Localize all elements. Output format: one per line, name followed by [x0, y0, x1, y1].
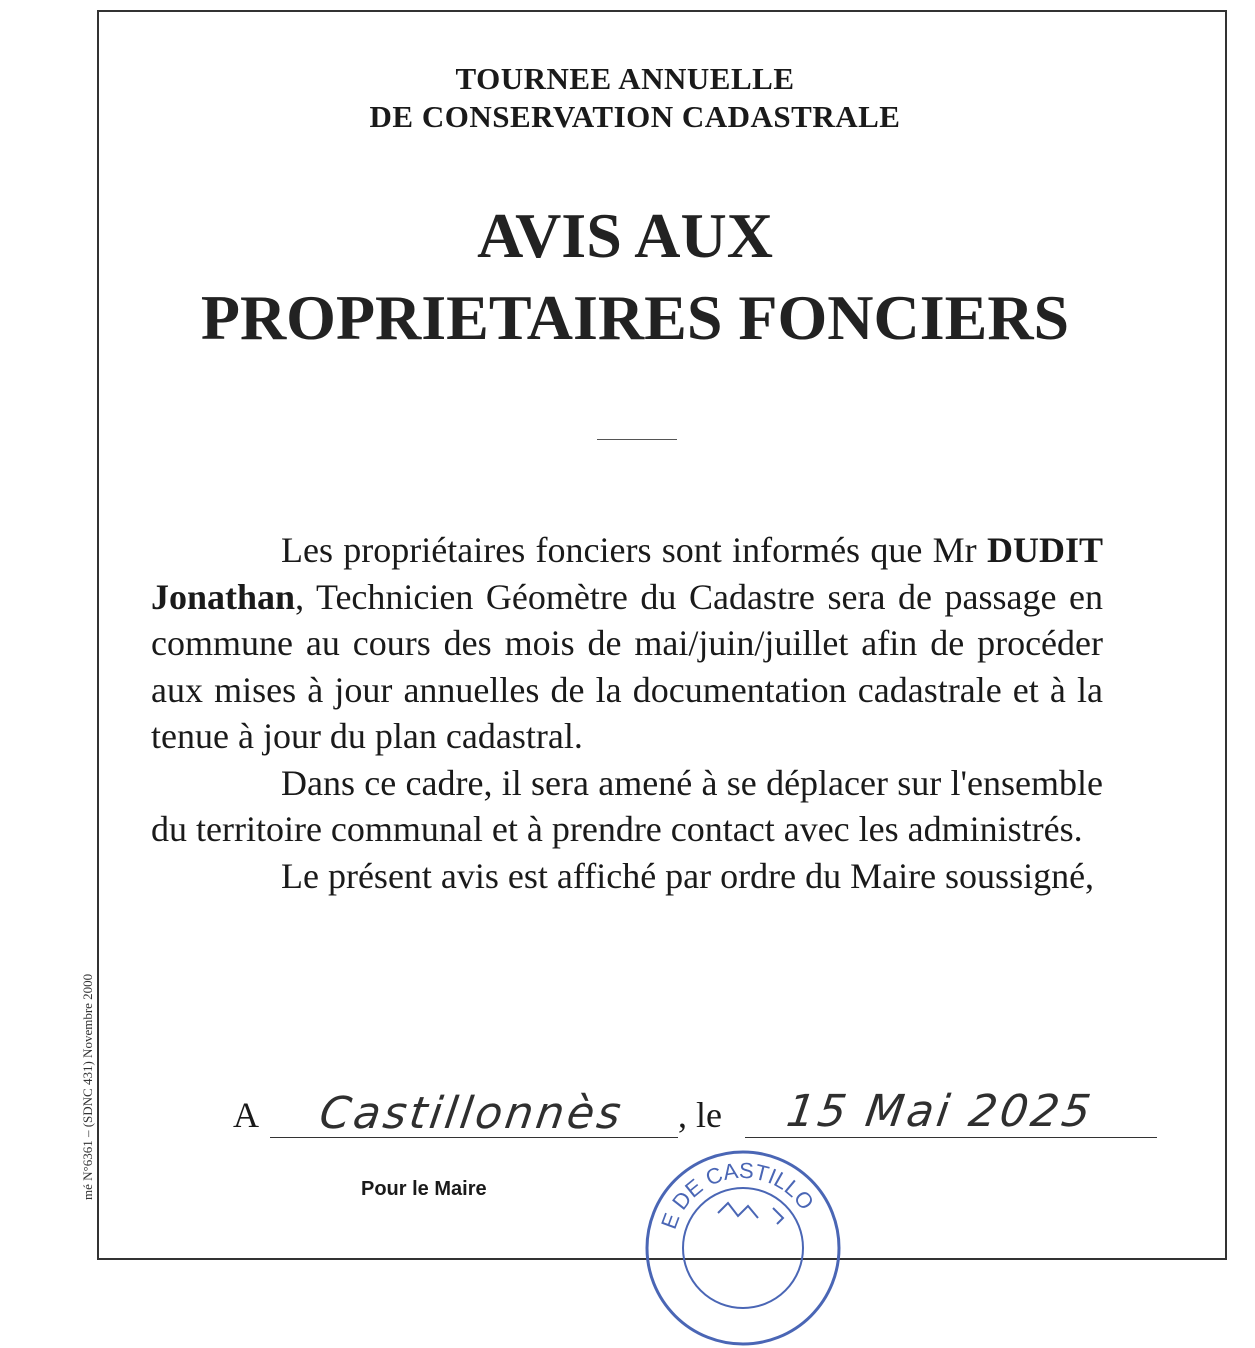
header-line-1: TOURNEE ANNUELLE	[455, 61, 795, 96]
pour-le-maire-stamp: Pour le Maire	[361, 1178, 487, 1200]
date-label: , le	[678, 1095, 722, 1135]
notice-body	[151, 527, 1103, 899]
title-line-2: PROPRIETAIRES FONCIERS	[200, 282, 1070, 353]
seal-text: E DE CASTILLO	[656, 1157, 820, 1233]
svg-text:E DE CASTILLO	[656, 1158, 819, 1232]
paragraph-1-rest: , Technicien Géomètre du Cadastre sera de passage en commune au cours des mois de mai/juin/juillet afin de procéder aux mises à jour annuelles de la documentation cadastrale et à la tenue à jour du plan cadastral.	[151, 576, 1103, 756]
surveyor-name: DUDIT Jonathan	[151, 530, 1103, 617]
title-line-1: AVIS AUX	[477, 200, 773, 271]
separator-rule	[597, 439, 677, 440]
place-handwritten: Castillonnès	[316, 1088, 627, 1139]
date-handwritten: 15 Mai 2025	[783, 1086, 1097, 1137]
place-label: A	[233, 1095, 259, 1135]
paragraph-2: Dans ce cadre, il sera amené à se déplacer sur l'ensemble du territoire communal et à prendre contact avec les administrés.	[151, 762, 1103, 849]
town-seal	[643, 1148, 843, 1348]
header-line-2: DE CONSERVATION CADASTRALE	[369, 99, 901, 134]
paragraph-3: Le présent avis est affiché par ordre du Maire soussigné,	[281, 855, 1095, 896]
paragraph-1-intro: Les propriétaires fonciers sont informés que Mr	[281, 530, 987, 570]
form-reference: mé N°6361 – (SDNC 431) Novembre 2000	[80, 973, 95, 1200]
paragraph-1	[151, 527, 1103, 760]
date-underline	[745, 1137, 1157, 1139]
